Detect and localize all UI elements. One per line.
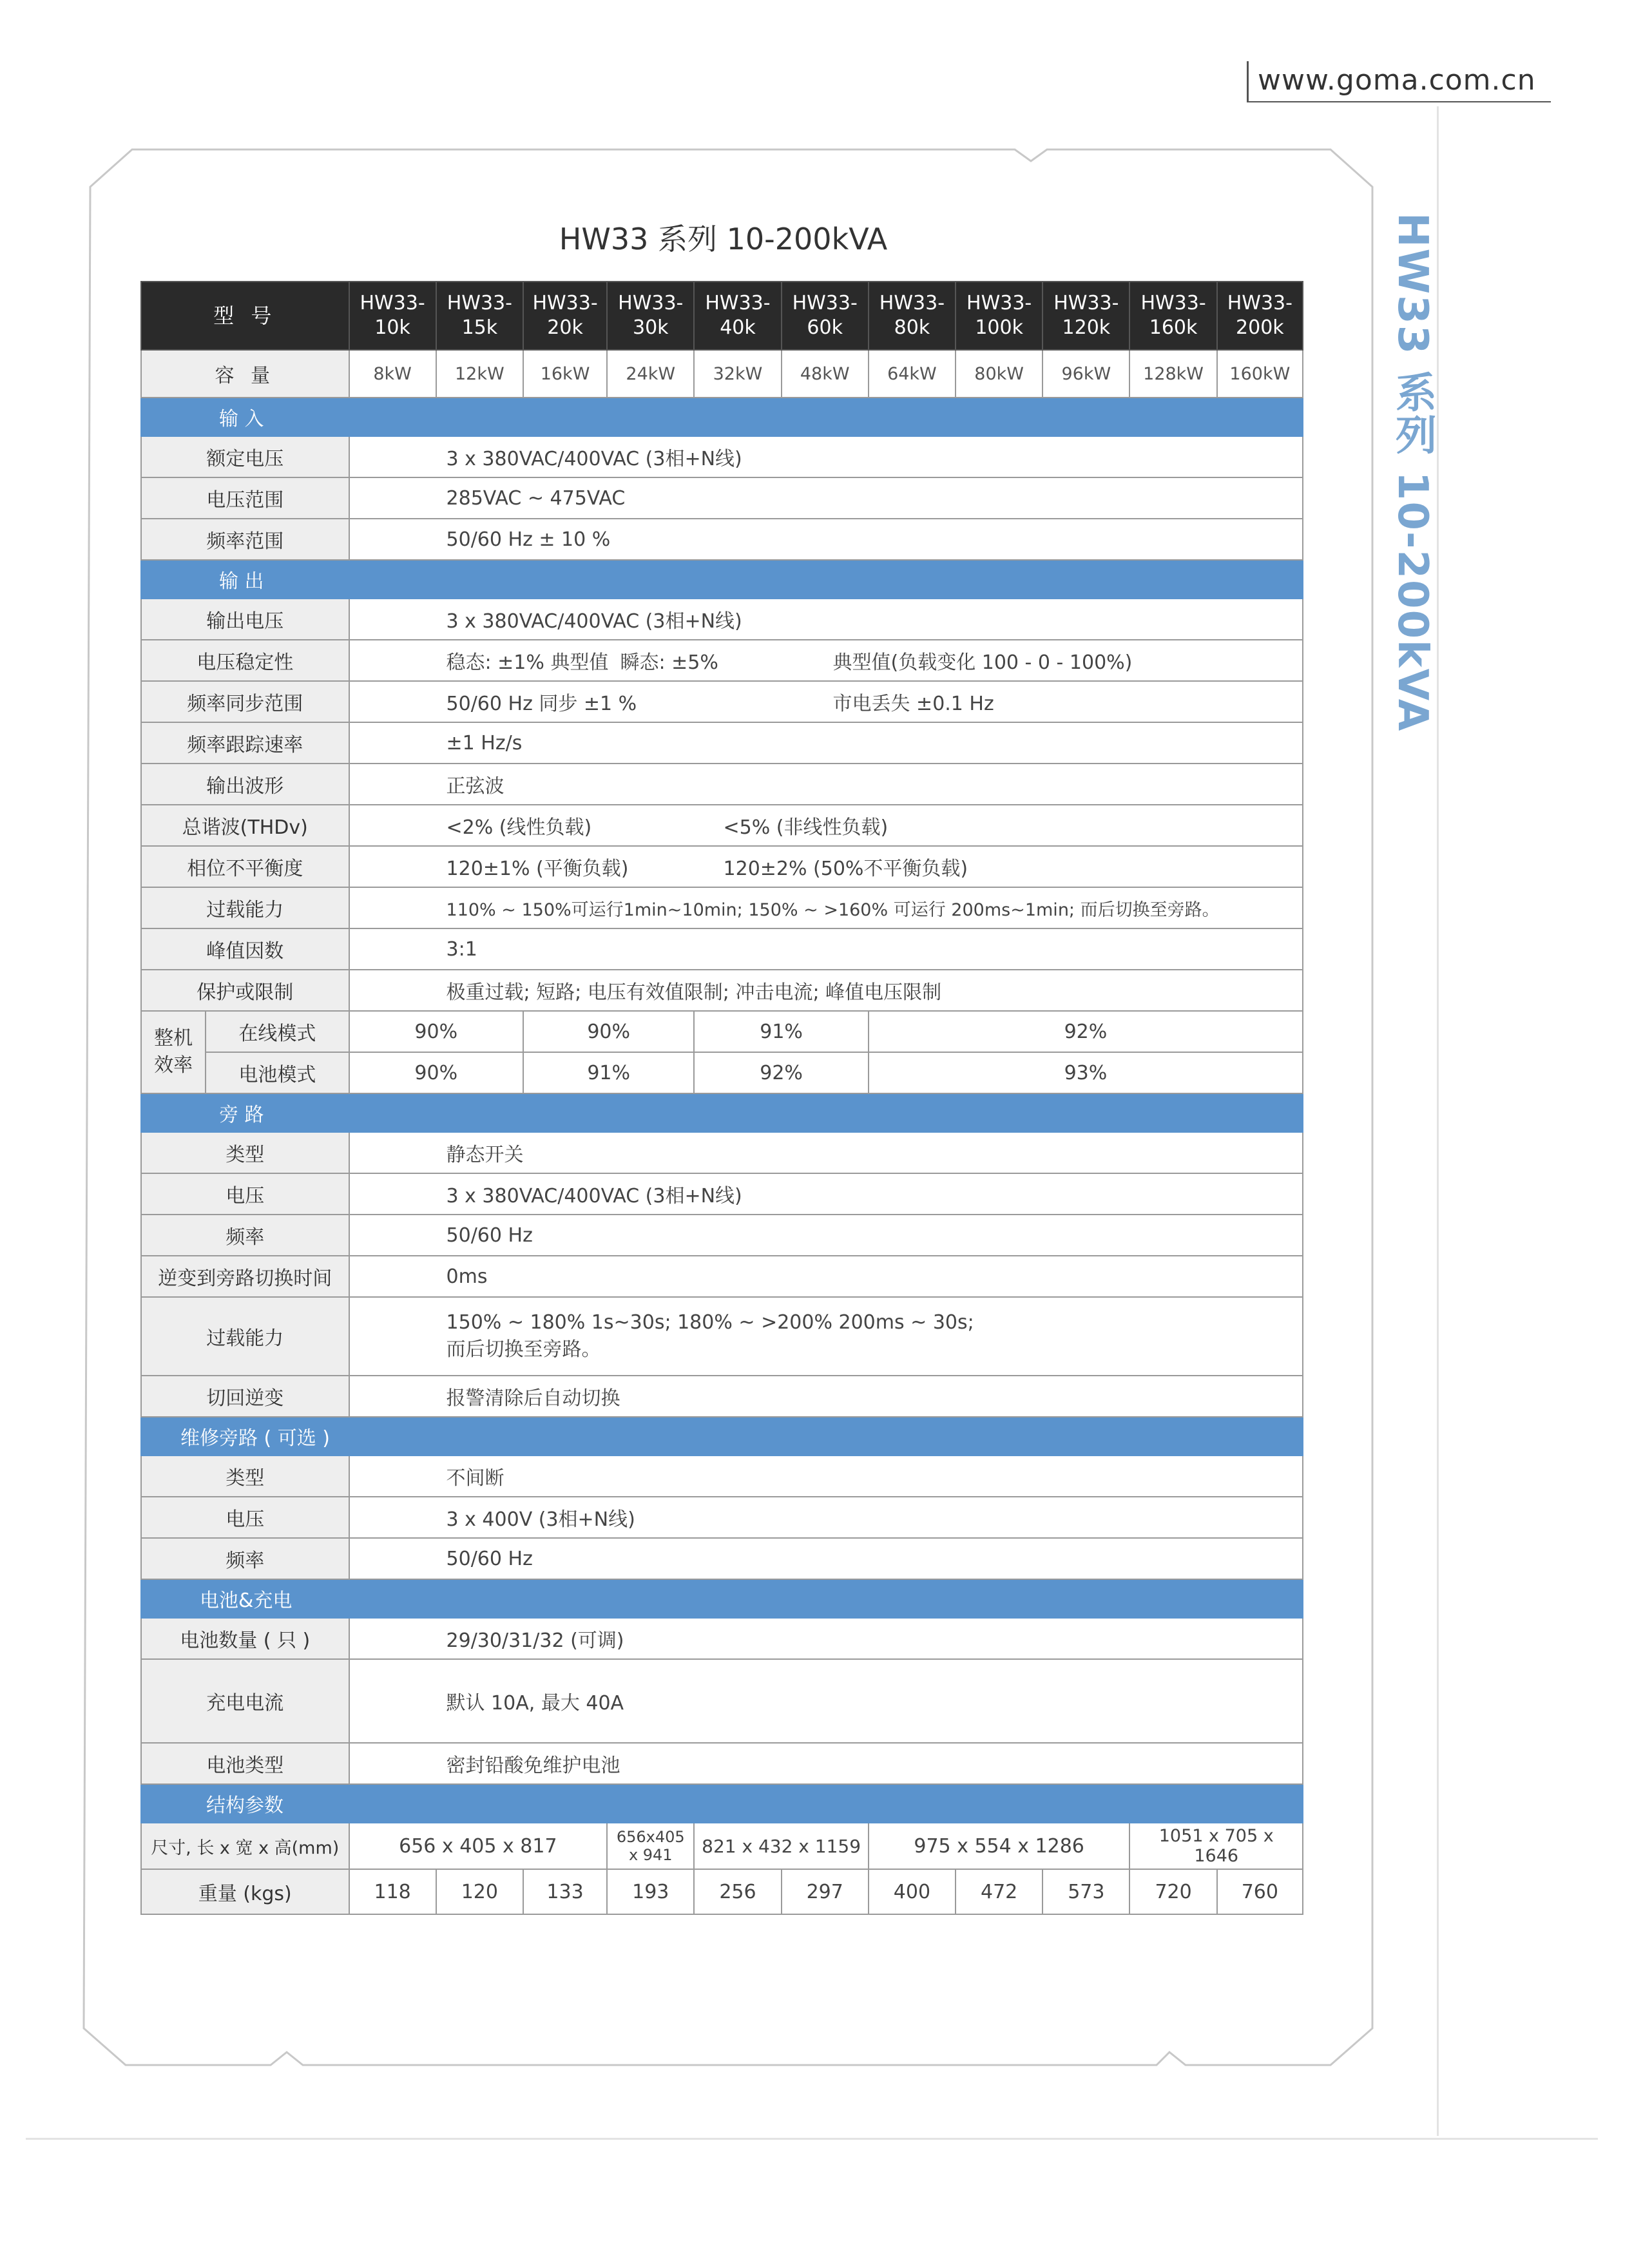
efficiency-value: 91%	[523, 1052, 694, 1093]
model-cell: HW33- 20k	[523, 282, 607, 350]
website-url: www.goma.com.cn	[1247, 61, 1551, 102]
spec-label: 电池类型	[141, 1743, 349, 1784]
spec-row	[141, 1376, 1303, 1417]
spec-row	[141, 1132, 1303, 1173]
spec-value: 默认 10A, 最大 40A	[349, 1659, 1303, 1743]
capacity-cell: 64kW	[869, 350, 956, 398]
spec-value: 报警清除后自动切换	[349, 1376, 1303, 1417]
efficiency-value: 90%	[349, 1011, 523, 1052]
model-cell: HW33- 10k	[349, 282, 436, 350]
model-cell: HW33- 40k	[694, 282, 781, 350]
thd-linear: <2% (线性负载)	[446, 816, 592, 839]
spec-row	[141, 1618, 1303, 1659]
spec-row	[141, 764, 1303, 805]
spec-label: 过载能力	[141, 1297, 349, 1376]
model-cell: HW33- 200k	[1217, 282, 1303, 350]
spec-value: 50/60 Hz	[349, 1215, 1303, 1256]
spec-label: 额定电压	[141, 436, 349, 477]
section-header-bypass: 旁 路	[141, 1093, 1303, 1132]
capacity-cell: 96kW	[1042, 350, 1129, 398]
capacity-cell: 32kW	[694, 350, 781, 398]
spec-row	[141, 640, 1303, 681]
spec-value: 正弦波	[349, 764, 1303, 805]
size-label: 尺寸, 长 x 宽 x 高(mm)	[141, 1823, 349, 1869]
section-header-structure: 结构参数	[141, 1784, 1303, 1823]
model-cell: HW33- 30k	[607, 282, 694, 350]
spec-row	[141, 1215, 1303, 1256]
spec-value: 150% ~ 180% 1s~30s; 180% ~ >200% 200ms ~ 30s; 而后切换至旁路。	[349, 1297, 1303, 1376]
spec-row	[141, 928, 1303, 970]
spec-row	[141, 1659, 1303, 1743]
efficiency-value: 91%	[694, 1011, 868, 1052]
model-cell: HW33- 80k	[869, 282, 956, 350]
model-label: 型 号	[141, 282, 349, 350]
page-title: HW33 系列 10-200kVA	[559, 222, 888, 256]
spec-row	[141, 1256, 1303, 1297]
efficiency-label: 整机 效率	[141, 1011, 206, 1093]
weight-cell: 133	[523, 1869, 607, 1914]
spec-row	[141, 519, 1303, 560]
stability-typical: 典型值(负载变化 100 - 0 - 100%)	[832, 651, 1133, 674]
efficiency-row-online	[141, 1011, 1303, 1052]
spec-label: 电压稳定性	[141, 640, 349, 681]
spec-label: 充电电流	[141, 1659, 349, 1743]
spec-row	[141, 1743, 1303, 1784]
spec-label: 逆变到旁路切换时间	[141, 1256, 349, 1297]
spec-row	[141, 681, 1303, 722]
spec-value: 285VAC ~ 475VAC	[349, 477, 1303, 519]
spec-row	[141, 970, 1303, 1011]
spec-label: 切回逆变	[141, 1376, 349, 1417]
weight-cell: 193	[607, 1869, 694, 1914]
spec-row	[141, 722, 1303, 764]
spec-value: 0ms	[349, 1256, 1303, 1297]
spec-value: 极重过载; 短路; 电压有效值限制; 冲击电流; 峰值电压限制	[349, 970, 1303, 1011]
spec-value: 3 x 380VAC/400VAC (3相+N线)	[349, 1173, 1303, 1215]
capacity-cell: 80kW	[956, 350, 1042, 398]
weight-cell: 256	[694, 1869, 781, 1914]
size-cell: 656x405 x 941	[607, 1823, 694, 1869]
spec-value: 3 x 380VAC/400VAC (3相+N线)	[349, 599, 1303, 640]
capacity-label: 容 量	[141, 350, 349, 398]
stability-transient: 瞬态: ±5%	[620, 651, 718, 674]
spec-value: 3 x 400V (3相+N线)	[349, 1497, 1303, 1538]
weight-cell: 760	[1217, 1869, 1303, 1914]
weight-cell: 472	[956, 1869, 1042, 1914]
weight-row	[141, 1869, 1303, 1914]
efficiency-mode-label: 在线模式	[206, 1011, 349, 1052]
capacity-cell: 8kW	[349, 350, 436, 398]
spec-row	[141, 1538, 1303, 1579]
spec-row	[141, 599, 1303, 640]
spec-value: 110% ~ 150%可运行1min~10min; 150% ~ >160% 可运行 200ms~1min; 而后切换至旁路。	[349, 887, 1303, 928]
spec-value: 29/30/31/32 (可调)	[349, 1618, 1303, 1659]
size-cell: 1051 x 705 x 1646	[1129, 1823, 1303, 1869]
spec-label: 电压	[141, 1497, 349, 1538]
spec-label: 频率跟踪速率	[141, 722, 349, 764]
efficiency-value: 92%	[694, 1052, 868, 1093]
spec-row	[141, 1456, 1303, 1497]
capacity-cell: 160kW	[1217, 350, 1303, 398]
capacity-cell: 48kW	[782, 350, 869, 398]
spec-row	[141, 477, 1303, 519]
size-row	[141, 1823, 1303, 1869]
spec-label: 相位不平衡度	[141, 846, 349, 887]
weight-cell: 118	[349, 1869, 436, 1914]
spec-label: 过载能力	[141, 887, 349, 928]
section-header-maintenance-bypass: 维修旁路 ( 可选 )	[141, 1417, 1303, 1456]
weight-cell: 297	[782, 1869, 869, 1914]
capacity-cell: 24kW	[607, 350, 694, 398]
efficiency-value: 92%	[869, 1011, 1303, 1052]
weight-cell: 120	[436, 1869, 523, 1914]
spec-label: 类型	[141, 1456, 349, 1497]
spec-label: 电压	[141, 1173, 349, 1215]
efficiency-value: 90%	[349, 1052, 523, 1093]
spec-label: 输出电压	[141, 599, 349, 640]
model-cell: HW33- 120k	[1042, 282, 1129, 350]
spec-value: 3 x 380VAC/400VAC (3相+N线)	[349, 436, 1303, 477]
spec-value: 3:1	[349, 928, 1303, 970]
efficiency-mode-label: 电池模式	[206, 1052, 349, 1093]
spec-value	[349, 681, 1303, 722]
phase-balanced: 120±1% (平衡负载)	[446, 858, 629, 880]
spec-value	[349, 640, 1303, 681]
spec-row	[141, 1297, 1303, 1376]
spec-value: 50/60 Hz	[349, 1538, 1303, 1579]
weight-cell: 573	[1042, 1869, 1129, 1914]
spec-value: ±1 Hz/s	[349, 722, 1303, 764]
weight-cell: 720	[1129, 1869, 1216, 1914]
spec-value	[349, 846, 1303, 887]
efficiency-value: 90%	[523, 1011, 694, 1052]
phase-unbalanced: 120±2% (50%不平衡负载)	[723, 858, 968, 880]
weight-label: 重量 (kgs)	[141, 1869, 349, 1914]
spec-value: 静态开关	[349, 1132, 1303, 1173]
spec-row	[141, 846, 1303, 887]
section-header-output: 输 出	[141, 560, 1303, 599]
spec-label: 频率同步范围	[141, 681, 349, 722]
capacity-cell: 128kW	[1129, 350, 1216, 398]
spec-label: 峰值因数	[141, 928, 349, 970]
efficiency-value: 93%	[869, 1052, 1303, 1093]
model-cell: HW33- 15k	[436, 282, 523, 350]
side-title: HW33 系列 10-200kVA	[1388, 213, 1436, 733]
model-header-row	[141, 282, 1303, 350]
section-header-input: 输 入	[141, 398, 1303, 436]
size-cell: 821 x 432 x 1159	[694, 1823, 868, 1869]
weight-cell: 400	[869, 1869, 956, 1914]
spec-label: 电池数量 ( 只 )	[141, 1618, 349, 1659]
stability-steady: 稳态: ±1% 典型值	[446, 651, 609, 674]
capacity-cell: 12kW	[436, 350, 523, 398]
spec-label: 输出波形	[141, 764, 349, 805]
spec-label: 类型	[141, 1132, 349, 1173]
spec-value: 密封铅酸免维护电池	[349, 1743, 1303, 1784]
spec-label: 保护或限制	[141, 970, 349, 1011]
spec-label: 频率	[141, 1538, 349, 1579]
spec-row	[141, 887, 1303, 928]
spec-table	[140, 281, 1303, 1915]
sync-range: 50/60 Hz 同步 ±1 %	[446, 693, 637, 715]
spec-value	[349, 805, 1303, 846]
spec-row	[141, 436, 1303, 477]
spec-label: 电压范围	[141, 477, 349, 519]
size-cell: 656 x 405 x 817	[349, 1823, 608, 1869]
page-edge-horizontal-rule	[26, 2138, 1598, 2140]
model-cell: HW33- 60k	[782, 282, 869, 350]
capacity-row	[141, 350, 1303, 398]
spec-value: 50/60 Hz ± 10 %	[349, 519, 1303, 560]
thd-nonlinear: <5% (非线性负载)	[723, 816, 889, 839]
size-cell: 975 x 554 x 1286	[869, 1823, 1130, 1869]
spec-row	[141, 805, 1303, 846]
spec-value: 不间断	[349, 1456, 1303, 1497]
spec-label: 频率范围	[141, 519, 349, 560]
spec-label: 总谐波(THDv)	[141, 805, 349, 846]
efficiency-row-battery	[141, 1052, 1303, 1093]
model-cell: HW33- 160k	[1129, 282, 1216, 350]
capacity-cell: 16kW	[523, 350, 607, 398]
spec-row	[141, 1173, 1303, 1215]
model-cell: HW33- 100k	[956, 282, 1042, 350]
section-header-battery: 电池&充电	[141, 1579, 1303, 1618]
spec-label: 频率	[141, 1215, 349, 1256]
spec-row	[141, 1497, 1303, 1538]
sync-mains-loss: 市电丢失 ±0.1 Hz	[832, 693, 994, 715]
